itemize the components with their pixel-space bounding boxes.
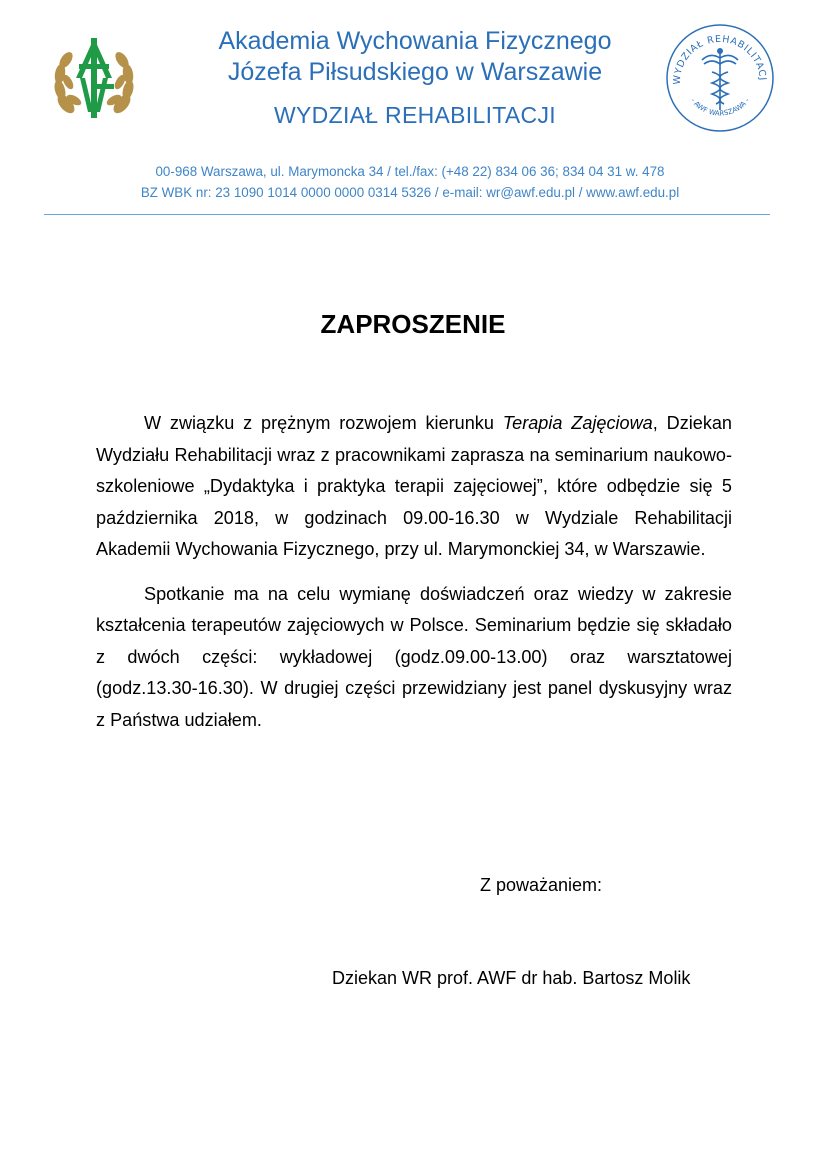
svg-text:- AWF WARSZAWA -: - AWF WARSZAWA - — [689, 96, 751, 118]
letter-body — [96, 408, 732, 749]
header-divider — [44, 214, 770, 215]
faculty-name: WYDZIAŁ REHABILITACJI — [274, 102, 556, 128]
paragraph-2: Spotkanie ma na celu wymianę doświadczeń oraz wiedzy w zakresie kształcenia terapeutów zajęciowych w Polsce. Seminarium będzie się składało z dwóch części: wykładowej (godz.09.00-13.00) oraz warsztatowej (godz.13.30-16.30). W drugiej części przewidziany jest panel dyskusyjny wraz z Państwa udziałem. — [96, 583, 732, 730]
awf-logo-icon — [52, 34, 136, 120]
faculty-seal-icon — [664, 22, 776, 134]
svg-text:WYDZIAŁ REHABILITACJI: WYDZIAŁ REHABILITACJ — [671, 33, 769, 85]
institution-name: Akademia Wychowania Fizycznego — [218, 27, 612, 55]
contact-info — [60, 161, 760, 203]
bank-email-web-line: BZ WBK nr: 23 1090 1014 0000 0000 0314 5326 / e-mail: wr@awf.edu.pl / www.awf.edu.pl — [140, 185, 680, 200]
institution-patron: Józefa Piłsudskiego w Warszawie — [227, 58, 603, 86]
institution-header — [160, 26, 670, 130]
signature-line: Dziekan WR prof. AWF dr hab. Bartosz Molik — [332, 968, 691, 988]
address-line: 00-968 Warszawa, ul. Marymoncka 34 / tel./fax: (+48 22) 834 06 36; 834 04 31 w. 478 — [155, 164, 665, 179]
document-title: ZAPROSZENIE — [320, 309, 506, 339]
paragraph-1: W związku z prężnym rozwojem kierunku Terapia Zajęciowa, Dziekan Wydziału Rehabilitacji wraz z pracownikami zaprasza na seminarium naukowo-szkoleniowe „Dydaktyka i praktyka terapii zajęciowej”, które odbędzie się 5 października 2018, w godzinach 09.00-16.30 w Wydziale Rehabilitacji Akademii Wychowania Fizycznego, przy ul. Marymonckiej 34, w Warszawie. — [96, 413, 732, 559]
closing-salutation: Z poważaniem: — [480, 875, 603, 895]
program-name: Terapia Zajęciowa — [502, 413, 653, 433]
